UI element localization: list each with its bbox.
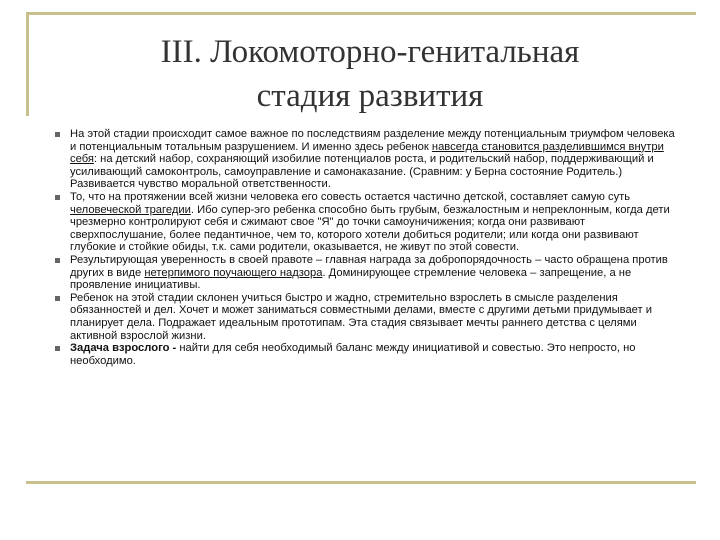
frame-vertical-line — [26, 12, 29, 116]
frame-bottom-line — [26, 481, 696, 484]
title-line-2: стадия развития — [256, 78, 484, 114]
bullet-text: То, что на протяжении всей жизни человека его совесть остается частично детской, составляет самую суть — [70, 190, 631, 203]
list-item — [55, 292, 677, 342]
list-item — [55, 191, 677, 254]
bold-phrase: Задача взрослого - — [70, 342, 177, 355]
list-item — [55, 254, 677, 292]
list-item — [55, 342, 677, 367]
bullet-text: : на детский набор, сохраняющий изобилие потенциалов роста, и родительский набор, поддерживающий и усиливающий самоконтроль, самоуправление и самонаказание. (Сравним: у Берна состояние Родитель.) Развивается чувство моральной ответственности. — [70, 153, 654, 191]
bullet-text: . Ибо супер-эго ребенка способно быть грубым, безжалостным и непреклонным, когда дети чрезмерно контролируют себя и сжимают свое "Я" до точки самоуничижения; когда они развивают сверхпослушание, более педантичное, чем то, которого хотели добиться родители; или когда они развивают глубокие и стойкие обиды, т.к. сами родители, оказывается, не живут по этой совести. — [70, 203, 670, 254]
bullet-text: Результирующая уверенность в своей правоте – главная награда за добропорядочность – часто обращена против других в виде — [70, 253, 668, 279]
square-bullet-icon — [55, 296, 60, 301]
list-item — [55, 128, 677, 191]
bullet-text: . Доминирующее стремление человека – запрещение, а не проявление инициативы. — [70, 266, 632, 292]
square-bullet-icon — [55, 346, 60, 351]
frame-top-line — [26, 12, 696, 15]
bullet-list — [55, 128, 677, 367]
underlined-phrase: нетерпимого поучающего надзора — [144, 266, 323, 279]
underlined-phrase: человеческой трагедии — [70, 203, 191, 216]
slide-title — [60, 30, 680, 118]
underlined-phrase: навсегда становится разделившимся внутри себя — [70, 140, 664, 166]
title-line-1: III. Локомоторно-генитальная — [160, 34, 580, 70]
square-bullet-icon — [55, 132, 60, 137]
square-bullet-icon — [55, 195, 60, 200]
bullet-text: найти для себя необходимый баланс между инициативой и совестью. Это непросто, но необходимо. — [70, 342, 636, 367]
bullet-text: На этой стадии происходит самое важное по последствиям разделение между потенциальным триумфом человека и потенциальным тотальным разрушением. И именно здесь ребенок — [70, 128, 675, 153]
bullet-text: Ребенок на этой стадии склонен учиться быстро и жадно, стремительно взрослеть в смысле разделения обязанностей и дел. Хочет и может заниматься совместными делами, вместе с другими детьми придумывает и планирует дела. Подражает идеальным прототипам. Эта стадия связывает мечты раннего детства с целями активной взрослой жизни. — [70, 291, 653, 342]
square-bullet-icon — [55, 258, 60, 263]
